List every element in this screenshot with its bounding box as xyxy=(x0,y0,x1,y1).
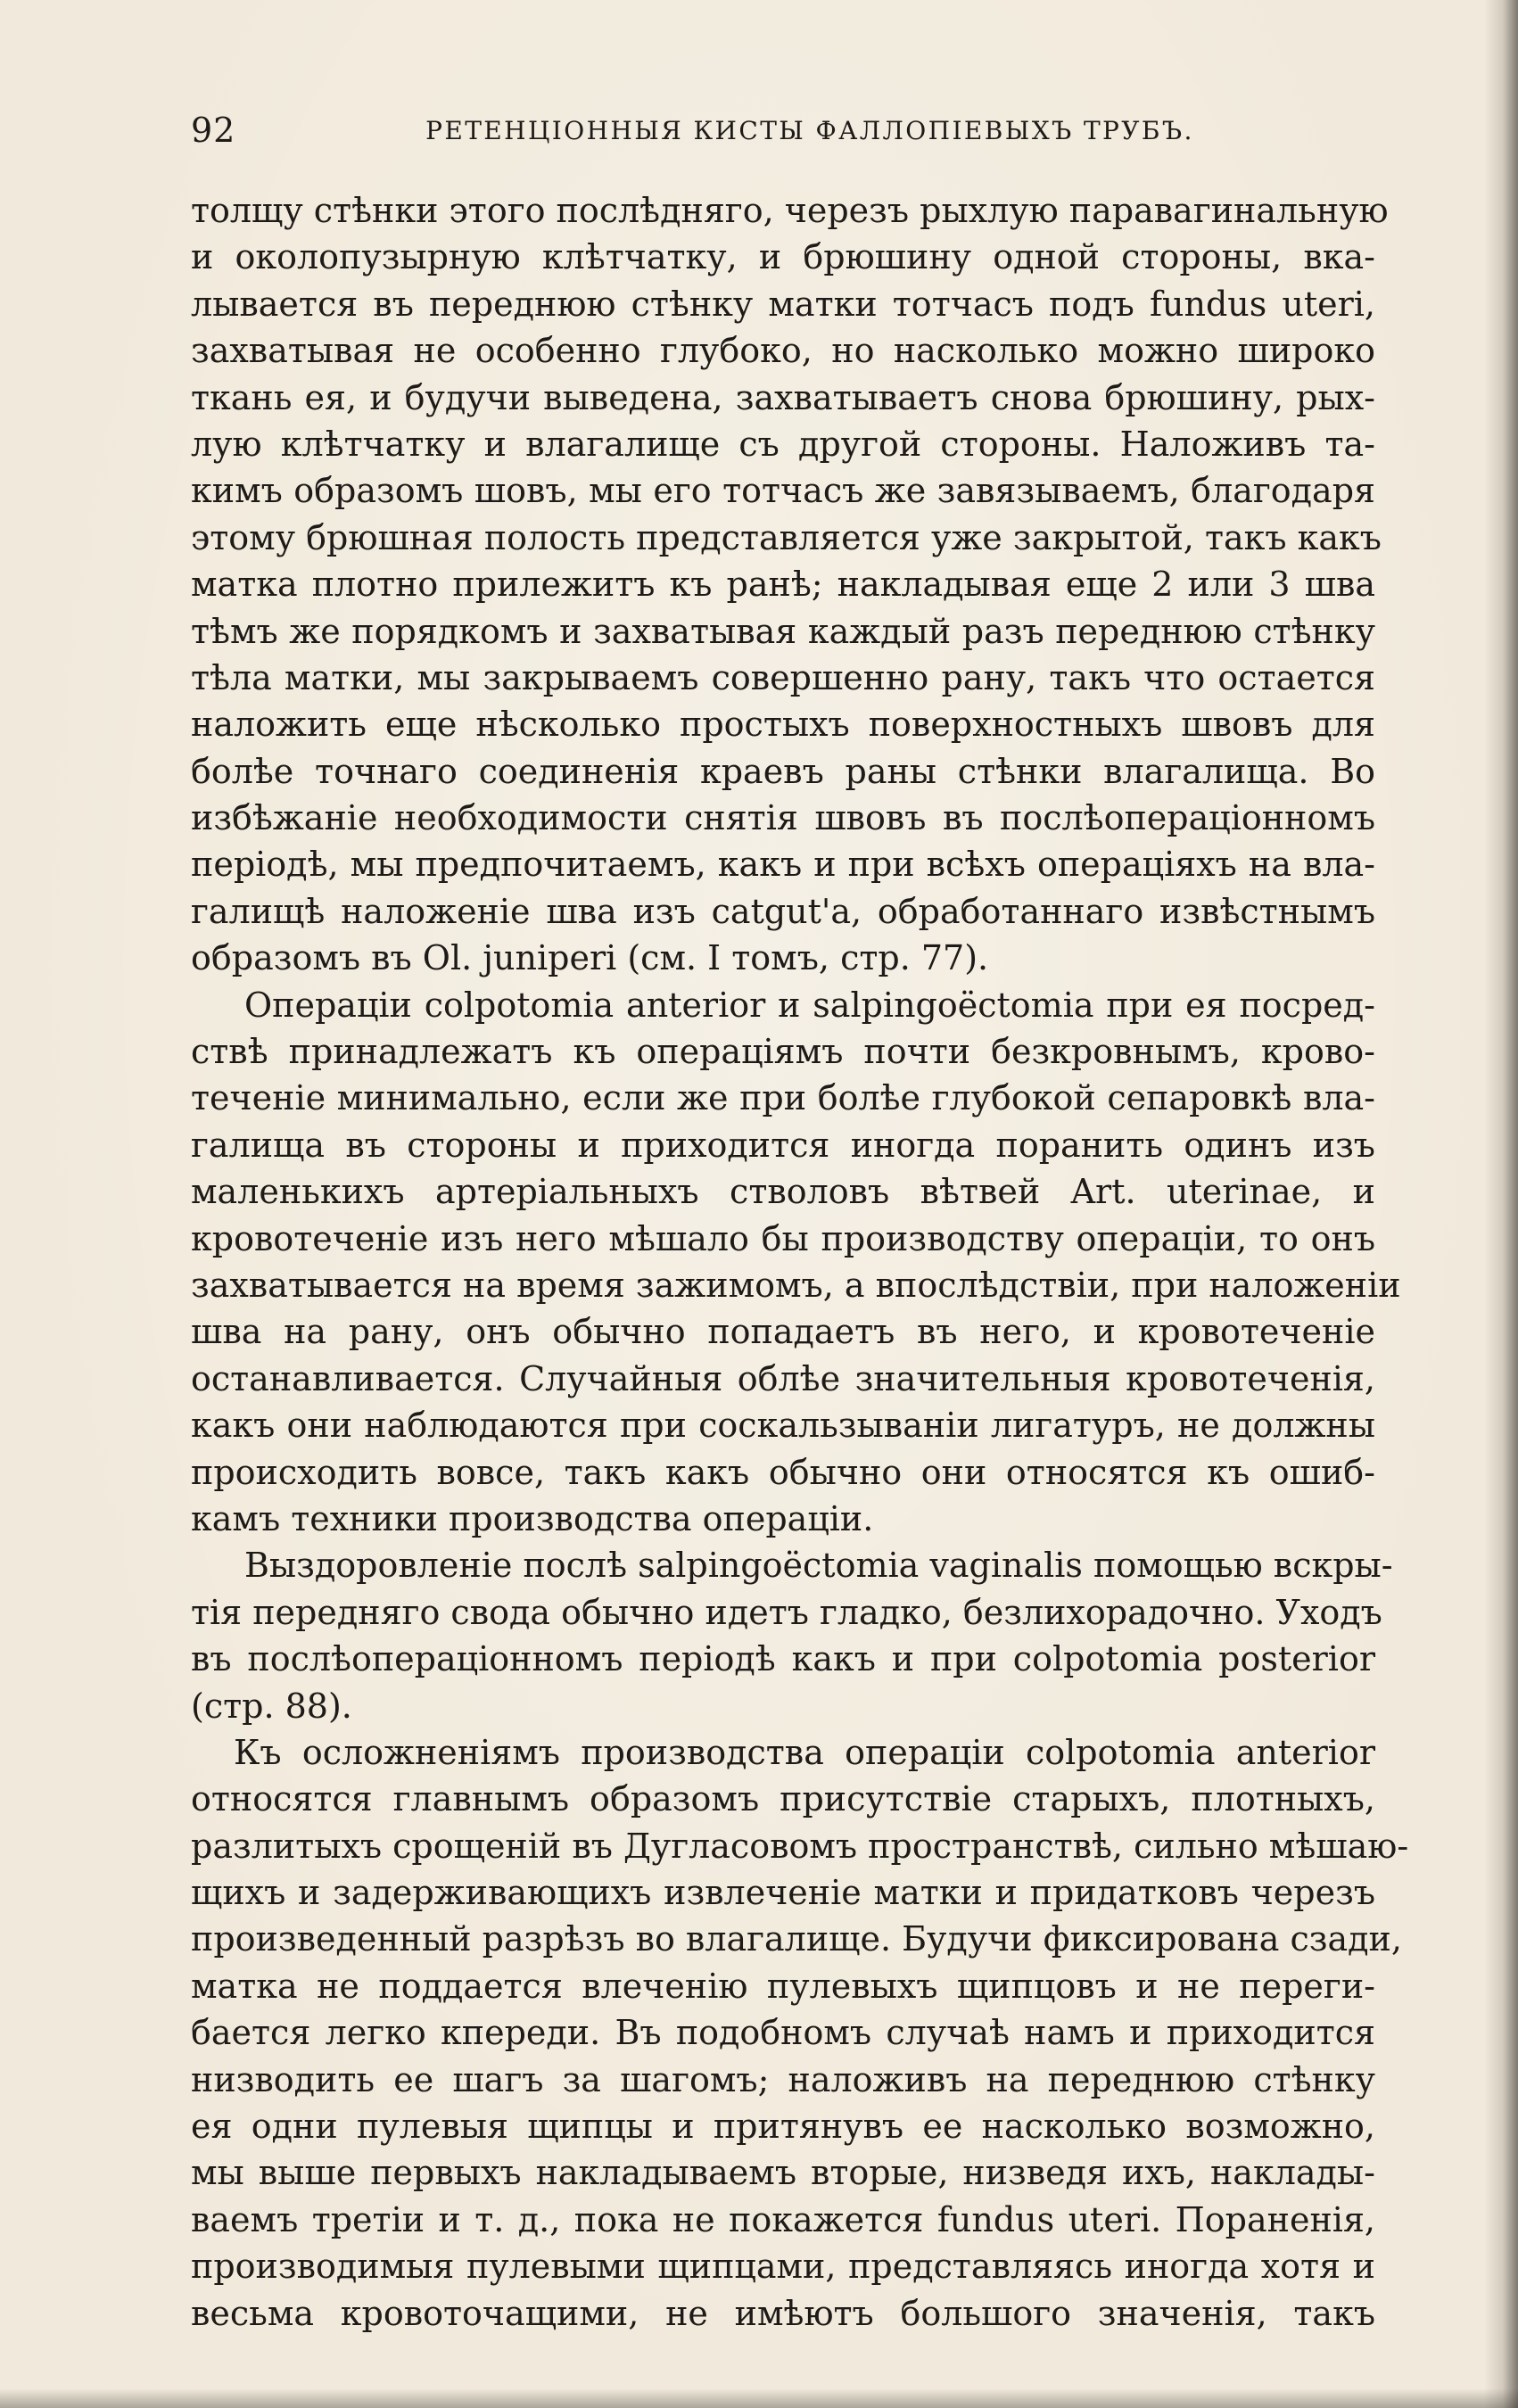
page-bottom-edge xyxy=(0,2388,1518,2408)
paragraph-first-line: Къ осложненіямъ производства операціи colpotomia anterior xyxy=(234,1732,1375,1772)
text-line: щихъ и задерживающихъ извлеченіе матки и придатковъ черезъ xyxy=(191,1873,1375,1913)
text-line: какъ они наблюдаются при соскальзываніи лигатуръ, не должны xyxy=(191,1406,1375,1446)
page-number: 92 xyxy=(191,111,236,150)
text-line: и околопузырную клѣтчатку, и брюшину одной стороны, вка- xyxy=(191,237,1375,277)
text-line: толщу стѣнки этого послѣдняго, черезъ рыхлую паравагинальную xyxy=(191,191,1389,230)
text-line: болѣе точнаго соединенія краевъ раны стѣнки влагалища. Во xyxy=(191,751,1375,791)
text-line: (стр. 88). xyxy=(191,1686,352,1726)
text-line: ствѣ принадлежатъ къ операціямъ почти безкровнымъ, крово- xyxy=(191,1032,1375,1072)
text-line: избѣжаніе необходимости снятія швовъ въ послѣоперацiонномъ xyxy=(191,798,1375,838)
text-line: галища въ стороны и приходится иногда поранить одинъ изъ xyxy=(191,1125,1375,1165)
text-line: періодѣ, мы предпочитаемъ, какъ и при всѣхъ операціяхъ на вла- xyxy=(191,845,1375,885)
text-line: этому брюшная полость представляется уже закрытой, такъ какъ xyxy=(191,517,1382,557)
text-line: разлитыхъ срощеній въ Дугласовомъ пространствѣ, сильно мѣшаю- xyxy=(191,1826,1409,1866)
text-line: галищѣ наложеніе шва изъ catgut'a, обработаннаго извѣстнымъ xyxy=(191,891,1375,931)
text-line: тѣмъ же порядкомъ и захватывая каждый разъ переднюю стѣнку xyxy=(191,611,1375,651)
text-line: камъ техники производства операціи. xyxy=(191,1498,874,1538)
text-line: тія передняго свода обычно идетъ гладко, безлихорадочно. Уходъ xyxy=(191,1592,1382,1632)
running-title: РЕТЕНЦІОННЫЯ КИСТЫ ФАЛЛОПІЕВЫХЪ ТРУБЪ. xyxy=(425,116,1194,145)
text-line: относятся главнымъ образомъ присутствіе старыхъ, плотныхъ, xyxy=(191,1779,1375,1819)
text-line: образомъ въ Ol. juniperi (см. I томъ, стр. 77). xyxy=(191,938,989,978)
text-line: мы выше первыхъ накладываемъ вторые, низведя ихъ, наклады- xyxy=(191,2153,1375,2193)
page-header xyxy=(191,111,1375,150)
text-line: матка не поддается влеченію пулевыхъ щипцовъ и не переги- xyxy=(191,1966,1375,2006)
text-line: низводить ее шагъ за шагомъ; наложивъ на переднюю стѣнку xyxy=(191,2059,1375,2099)
text-line: наложить еще нѣсколько простыхъ поверхностныхъ швовъ для xyxy=(191,705,1375,745)
text-line: произведенный разрѣзъ во влагалище. Будучи фиксирована сзади, xyxy=(191,1919,1402,1959)
text-line: теченіе минимально, если же при болѣе глубокой сепаровкѣ вла- xyxy=(191,1078,1375,1118)
paragraph-first-line: Операціи colpotomia anterior и salpingoëctomia при ея посред- xyxy=(244,985,1375,1025)
text-line: кимъ образомъ шовъ, мы его тотчасъ же завязываемъ, благодаря xyxy=(191,471,1375,511)
text-line: маленькихъ артеріальныхъ стволовъ вѣтвей Art. uterinae, и xyxy=(191,1172,1375,1212)
text-line: производимыя пулевыми щипцами, представляясь иногда хотя и xyxy=(191,2247,1375,2287)
text-line: лую клѣтчатку и влагалище съ другой стороны. Наложивъ та- xyxy=(191,424,1375,464)
paragraph-first-line: Выздоровленіе послѣ salpingoëctomia vaginalis помощью вскры- xyxy=(244,1546,1393,1586)
text-line: останавливается. Случайныя облѣе значительныя кровотеченія, xyxy=(191,1358,1375,1398)
text-line: матка плотно прилежитъ къ ранѣ; накладывая еще 2 или 3 шва xyxy=(191,565,1375,605)
text-line: шва на рану, онъ обычно попадаетъ въ него, и кровотеченіе xyxy=(191,1312,1375,1352)
page-gutter-shadow xyxy=(1484,0,1518,2408)
text-line: тѣла матки, мы закрываемъ совершенно рану, такъ что остается xyxy=(191,657,1375,697)
text-line: кровотеченіе изъ него мѣшало бы производству операціи, то онъ xyxy=(191,1218,1375,1258)
text-line: въ послѣоперацiонномъ періодѣ какъ и при colpotomia posterior xyxy=(191,1639,1375,1679)
text-line: бается легко кпереди. Въ подобномъ случаѣ намъ и приходится xyxy=(191,2013,1375,2053)
text-line: ткань ея, и будучи выведена, захватываетъ снова брюшину, рых- xyxy=(191,377,1375,417)
text-line: ваемъ третіи и т. д., пока не покажется fundus uteri. Пораненія, xyxy=(191,2199,1375,2239)
text-line: весьма кровоточащими, не имѣютъ большого значенія, такъ xyxy=(191,2293,1375,2333)
text-line: захватывая не особенно глубоко, но насколько можно широко xyxy=(191,331,1375,371)
text-line: захватывается на время зажимомъ, а впослѣдствіи, при наложеніи xyxy=(191,1265,1401,1305)
body-text xyxy=(191,187,1409,2337)
text-line: ея одни пулевыя щипцы и притянувъ ее насколько возможно, xyxy=(191,2107,1375,2147)
text-line: лывается въ переднюю стѣнку матки тотчасъ подъ fundus uteri, xyxy=(191,284,1375,324)
text-line: происходить вовсе, такъ какъ обычно они относятся къ ошиб- xyxy=(191,1452,1375,1492)
